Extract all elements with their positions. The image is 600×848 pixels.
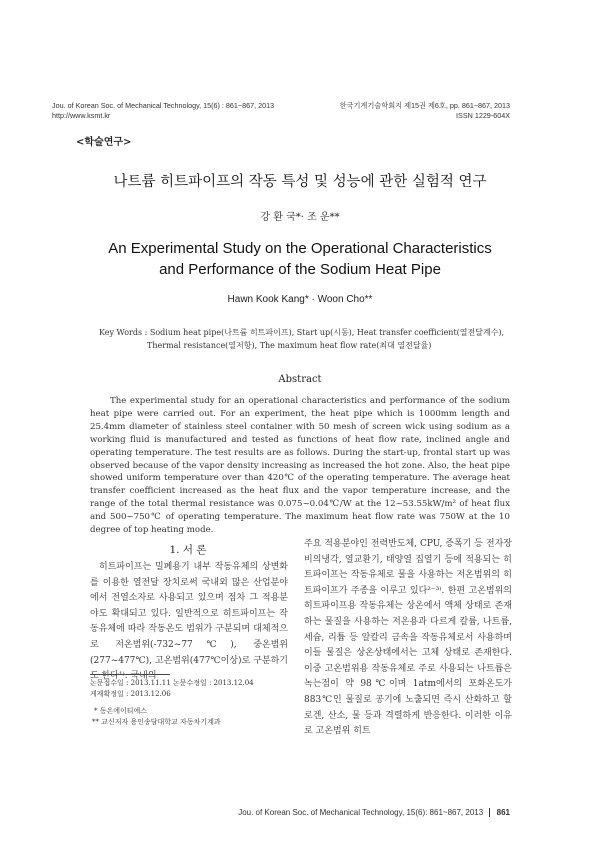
footer-separator	[489, 808, 490, 817]
keywords-line1: Key Words : Sodium heat pipe(나트륨 히트파이프), Start up(시동), Heat transfer coefficient(열전달계수),	[99, 328, 505, 337]
keywords-line2: Thermal resistance(열저항), The maximum heat flow rate(최대 열전달율)	[147, 340, 432, 350]
header-right-line1: 한국기계기술학회지 제15권 제6호, pp. 861~867, 2013	[339, 101, 510, 110]
page-footer	[238, 808, 510, 817]
footnote-divider	[90, 674, 170, 675]
authors-english: Hawn Kook Kang* · Woon Cho**	[227, 294, 373, 305]
journal-citation-left	[52, 101, 274, 121]
left-column	[90, 560, 288, 685]
header-left-line1: Jou. of Korean Soc. of Mechanical Technology, 15(6) : 861~867, 2013	[52, 101, 275, 110]
footnote-received: 논문접수일 : 2013.11.11 논문수정일 : 2013.12.04	[90, 679, 254, 687]
left-column-paragraph: 히트파이프는 밀폐용기 내부 작동유체의 상변화를 이용한 열전달 장치로써 국내외 많은 산업분야에서 전열소자로 사용되고 있으며 점차 그 적용분야도 확대되고 있다. 일반적으로 히트파이프는 작동유체에 따라 작동온도 범위가 구분되며 대체적으로 저온범위(-732~77℃), 중온범위(277~477℃), 고온범위(477℃이상)로 구분하기도 한다¹⁾. 국내의	[90, 562, 288, 682]
title-english	[0, 238, 600, 280]
header-right-line2: ISSN 1229-604X	[456, 111, 510, 120]
footnote-accepted: 게재확정일 : 2013.12.06	[90, 690, 171, 698]
page-number: 861	[496, 808, 510, 817]
article-category: <학술연구>	[76, 137, 132, 148]
abstract-text: The experimental study for an operational characteristics and performance of the sodium heat pipe were carried out. For an experiment, the heat pipe which is 1000mm length and 25.4mm diameter of stainless steel container with 50 mesh of screen wick using sodium as a working fluid is manufactured and tested as functions of heat flow rate, inclined angle and operating temperature. The test results are as follows. During the start-up, frontal start up was observed because of the vapor density increasing as increased the hot zone. Also, the heat pipe showed uniform temperature over than 420℃ of the operating temperature. The average heat transfer coefficient increased as the heat flux and the vapor temperature increase, and the range of the total thermal resistance was 0.075~0.04℃/W at the 12~53.55kW/m² of heat flux and 500~750℃ of operating temperature. The maximum heat flow rate was 750W at the 10 degree of top heating mode.	[90, 396, 510, 536]
footnote-affiliation-2: ** 교신저자 용인송담대학교 자동차기계과	[92, 718, 221, 726]
title-korean: 나트륨 히트파이프의 작동 특성 및 성능에 관한 실험적 연구	[113, 174, 487, 190]
header-left-line2: http://www.ksmt.kr	[52, 111, 111, 120]
footnotes	[90, 678, 290, 728]
footnote-affiliation-1: * 동온에이티에스	[94, 707, 148, 715]
journal-citation-right	[340, 101, 510, 121]
right-column-paragraph: 주요 적용분야인 전력반도체, CPU, 증폭기 등 전자장비의냉각, 열교환기, 태양열 집열기 등에 적용되는 히트파이프는 작동유체로 물을 사용하는 저온범위의 히트파이프가 주종을 이루고 있다²⁻³⁾. 한편 고온범위의 히트파이프용 작동유체는 상온에서 액체 상태로 존재하는 물질을 사용하는 저온용과 다르게 칼륨, 나트륨, 세슘, 리튬 등 알칼리 금속을 작동유체로서 사용하며 이들 물질은 상온상태에서는 고체 상태로 존재한다. 이중 고온범위용 작동유체로 주로 사용되는 나트륨은 녹는점이 약 98℃이며 1atm에서의 포화온도가 883℃인 물질로 공기에 노출되면 즉시 산화하고 할로겐, 산소, 물 등과 격렬하게 반응한다. 이러한 이유로 고온범위 히트	[304, 539, 512, 737]
footer-citation: Jou. of Korean Soc. of Mechanical Technology, 15(6): 861~867, 2013	[238, 808, 484, 817]
title-english-line1: An Experimental Study on the Operational Characteristics	[108, 240, 492, 257]
section-heading-introduction: 1. 서 론	[169, 544, 207, 556]
right-column	[304, 537, 512, 740]
abstract-heading: Abstract	[278, 374, 322, 385]
authors-korean: 강 환 국*· 조 운**	[260, 212, 340, 223]
keywords	[99, 327, 539, 352]
title-english-line2: and Performance of the Sodium Heat Pipe	[159, 261, 441, 278]
